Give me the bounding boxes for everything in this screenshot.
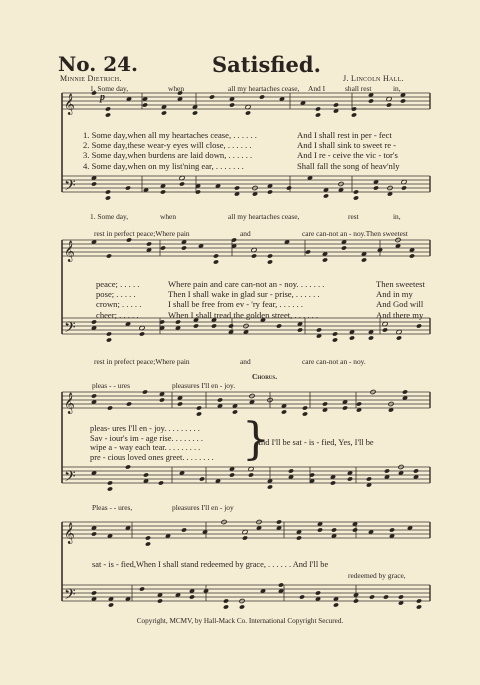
s3-top-lyric-2: pleasures I'll en - joy. [172,381,236,390]
notehead [91,531,97,536]
hymn-number: No. 24. [58,52,138,76]
notehead [139,331,145,336]
notehead [91,181,97,186]
notehead [146,241,152,246]
notehead [232,409,238,414]
notehead [193,323,199,328]
notehead [106,253,112,258]
chorus-refrain: And I'll be sat - is - fied, Yes, I'll be [255,438,374,447]
notehead [416,323,422,328]
s2-bottom-lyric-3: care can-not an - noy. [302,357,366,366]
notehead [400,98,406,103]
s2-bottom-lyric-2: and [240,357,251,366]
notehead [386,102,392,107]
notehead [276,519,282,524]
notehead [160,189,166,194]
s2-verse-2-right: And in my [376,289,413,300]
notehead [366,476,372,481]
notehead [349,335,355,340]
notehead [125,464,131,469]
notehead [317,527,323,532]
s2-verses-mid [168,279,324,320]
notehead [315,106,321,111]
notehead [398,594,404,599]
copyright-notice: Copyright, MCMV, by Hall-Mack Co. International Copyright Secured. [136,617,344,625]
notehead [353,195,359,200]
notehead [416,598,422,603]
chorus-line-2: Sav - iour's im - age rise. . . . . . . . [90,433,203,443]
verse-2-left: 2. Some day,these wear-y eyes will close, . . . . . . [83,140,252,151]
notehead [196,411,202,416]
notehead [333,602,339,607]
s2-verse-3-right: And God will [376,299,424,310]
s1-top-lyric-4: And I [308,84,326,93]
notehead [331,527,337,532]
notehead [352,527,358,532]
notehead [145,535,151,540]
notehead [382,327,388,332]
notehead [106,337,112,342]
notehead [361,257,367,262]
s1-verses-left [83,130,257,171]
notehead [158,480,164,485]
notehead [413,468,419,473]
hymn-title: Satisfied. [212,52,321,77]
s1-verses-right [297,130,400,171]
notehead [126,237,132,242]
notehead [175,319,181,324]
chorus-line-4: pre - cious loved ones greet. . . . . . . . [90,452,214,462]
notehead [126,401,132,406]
s3-bottom-lyric-2: pleasures I'll en - joy [172,503,234,512]
notehead [145,541,151,546]
notehead [91,319,97,324]
notehead [315,112,321,117]
notehead [341,245,347,250]
notehead [396,335,402,340]
notehead [267,189,273,194]
verse-3-left: 3. Some day,when burdens are laid down, . . . . . . [83,150,253,161]
s2-top-lyric-1: rest in perfect peace;Where pain [94,229,190,238]
notehead [160,245,166,250]
notehead [333,102,339,107]
composer-credit: J. Lincoln Hall. [343,74,404,83]
chorus-stacked-lyrics [90,424,214,462]
notehead [416,604,422,609]
s1-bottom-lyric-1: 1. Some day, [90,212,129,221]
notehead [278,582,284,587]
chorus-line-1: pleas- ures I'll en - joy. . . . . . . . . [90,424,200,433]
s1-top-lyric-6: in, [393,84,401,93]
notehead [302,405,308,410]
s2-verse-4-right: And there my [376,309,424,320]
notehead [142,389,148,394]
notehead [217,397,223,402]
notehead [245,110,251,115]
notehead [248,472,254,477]
notehead [330,480,336,485]
s2-verse-3-left: crown; . . . . . [96,299,142,310]
notehead [105,189,111,194]
notehead [322,401,328,406]
notehead [229,102,235,107]
notehead [332,337,338,342]
clef-icon: 𝄞 [64,241,75,262]
notehead [305,249,311,254]
clef-icon: 𝄢 [64,177,76,198]
notehead [267,253,273,258]
notehead [157,598,163,603]
notehead [315,590,321,595]
verse-3-right: And I re - ceive the vic - tor's [297,150,398,161]
s2-verse-1-right: Then sweetest [376,279,425,289]
notehead [91,393,97,398]
notehead [177,401,183,406]
chorus-label: Chorus. [252,372,278,381]
notehead [288,468,294,473]
s1-bottom-lyric-2: when [160,212,177,221]
clef-icon: 𝄞 [64,523,75,544]
s2-top-lyric-2: and [240,229,251,238]
s2-verses-right [376,279,425,320]
s1-top-lyric-5: shall rest [345,84,372,93]
s4-lyric: sat - is - fied,When I shall stand redeemed by grace, . . . . . . And I'll be [92,560,329,569]
notehead [223,604,229,609]
notehead [105,112,111,117]
dynamic-marking: p [100,92,105,103]
notehead [369,594,375,599]
s2-verse-2-left: pose; . . . . . [96,289,136,300]
notehead [323,193,329,198]
notehead [384,468,390,473]
s3-top-lyric-1: pleas - - ures [92,381,130,390]
verse-2-right: And I shall sink to sweet re - [297,140,397,151]
notehead [402,389,408,394]
s1-bottom-lyric-5: in, [393,212,401,221]
notehead [251,253,257,258]
notehead [125,185,131,190]
notehead [353,189,359,194]
notehead [316,327,322,332]
verse-4-left: 4. Some day,when on my list'ning ear, . . . . . . . [83,160,244,171]
notehead [342,405,348,410]
notehead [106,331,112,336]
verse-1-left: 1. Some day,when all my heartaches cease, . . . . . . [83,130,257,140]
notehead [267,484,273,489]
notehead [259,94,265,99]
s2-verse-3-mid: I shall be free from ev - 'ry fear, . . . . . . [168,299,304,310]
notehead [223,598,229,603]
notehead [211,323,217,328]
lyricist-credit: Minnie Dietrich. [60,74,122,83]
notehead [347,476,353,481]
notehead [213,259,219,264]
notehead [139,586,145,591]
notehead [108,602,114,607]
notehead [281,409,287,414]
verse-4-right: Shall fall the song of heav'nly [297,160,400,171]
notehead [239,604,245,609]
s2-verses-left [96,279,141,320]
clef-icon: 𝄢 [64,586,76,607]
notehead [299,594,305,599]
notehead [199,476,205,481]
notehead [286,185,292,190]
clef-icon: 𝄢 [64,468,76,489]
notehead [161,110,167,115]
notehead [196,405,202,410]
clef-icon: 𝄢 [64,319,76,340]
s1-top-lyric-1: 1. Some day, [90,84,129,93]
s2-verse-4-left: cheer; . . . . . [96,309,139,320]
notehead [356,401,362,406]
notehead [297,327,303,332]
s2-verse-1-left: peace; . . . . . [96,279,140,289]
s1-top-lyric-2: when [168,84,185,93]
notehead [209,94,215,99]
notehead [143,472,149,477]
notehead [302,411,308,416]
notehead [351,112,357,117]
clef-icon: 𝄞 [64,94,75,115]
notehead [234,185,240,190]
notehead [353,598,359,603]
clef-icon: 𝄞 [64,393,75,414]
notehead [107,480,113,485]
notehead [192,110,198,115]
notehead [322,257,328,262]
s2-verse-4-mid: When I shall tread the golden street, . . . . . . [168,309,319,320]
notehead [105,106,111,111]
s1-top-lyric-3: all my heartaches cease, [228,84,300,93]
notehead [389,527,395,532]
notehead [368,98,374,103]
notehead [229,472,235,477]
notehead [179,181,185,186]
notehead [107,405,113,410]
notehead [189,594,195,599]
s2-verse-2-mid: Then I shall wake in glad sur - prise, . . . . . . [168,289,320,300]
chorus-line-3: wipe a - way each tear. . . . . . . . . [90,443,201,453]
notehead [107,486,113,491]
notehead [267,259,273,264]
notehead [181,245,187,250]
notehead [368,335,374,340]
notehead [105,195,111,200]
notehead [296,535,302,540]
notehead [276,323,282,328]
notehead [228,323,234,328]
chorus-brace: } [242,414,270,465]
notehead [383,594,389,599]
notehead [409,253,415,258]
s2-verse-1-mid: Where pain and care can-not an - noy. . . . . . . [168,279,325,289]
notehead [332,331,338,336]
notehead [181,527,187,532]
s1-bottom-lyric-3: all my heartaches cease, [228,212,300,221]
notehead [213,253,219,258]
notehead [242,535,248,540]
s4-sub-lyric: redeemed by grace, [348,571,406,580]
notehead [401,185,407,190]
s3-bottom-lyric-1: Pleas - - ures, [92,503,133,512]
s2-top-lyric-3: care can-not an - noy.Then sweetest [302,229,408,238]
verse-1-right: And I shall rest in per - fect [297,130,392,140]
s1-bottom-lyric-4: rest [348,212,359,221]
s2-bottom-lyric-1: rest in prefect peace;Where pain [94,357,190,366]
notehead [159,397,165,402]
notehead [142,102,148,107]
notehead [373,185,379,190]
notehead [91,590,97,595]
